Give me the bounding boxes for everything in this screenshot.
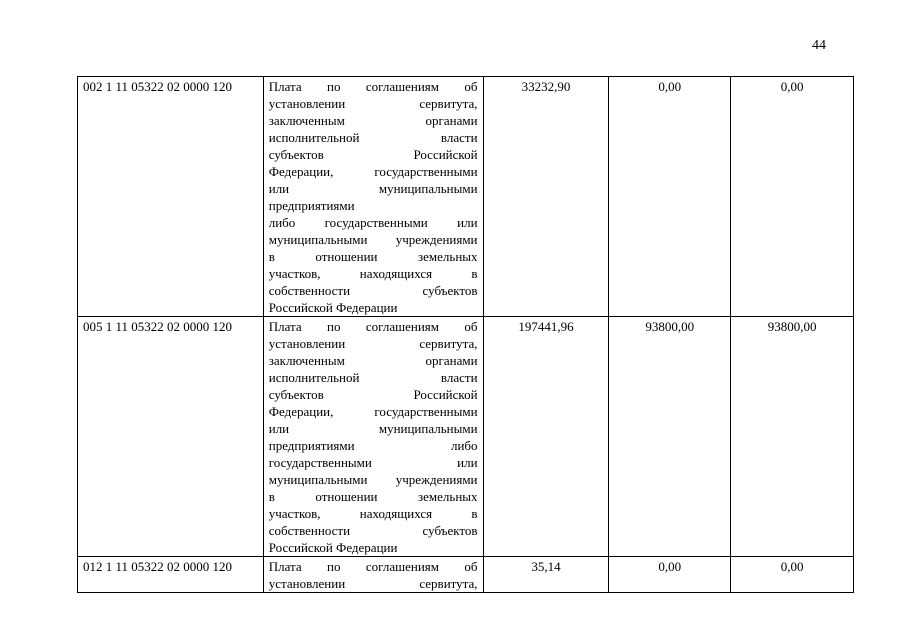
description-line: установлении сервитута, (268, 576, 478, 591)
value-3-cell: 93800,00 (731, 317, 854, 557)
description-cell (263, 557, 483, 593)
description-line: в отношении земельных (268, 249, 478, 264)
table-body (78, 77, 854, 593)
value-1-cell: 33232,90 (483, 77, 609, 317)
budget-code-cell: 005 1 11 05322 02 0000 120 (78, 317, 264, 557)
description-line: Плата по соглашениям об (268, 319, 478, 334)
description-line: государственными или (268, 455, 478, 470)
value-2-cell: 0,00 (609, 557, 731, 593)
description-line: заключенным органами (268, 353, 478, 368)
description-line: установлении сервитута, (268, 96, 478, 111)
table-row (78, 557, 854, 593)
description-line: либо государственными или (268, 215, 478, 230)
description-line: Российской Федерации (268, 540, 398, 555)
value-1-cell: 197441,96 (483, 317, 609, 557)
description-line: собственности субъектов (268, 283, 478, 298)
description-cell (263, 77, 483, 317)
table-row (78, 77, 854, 317)
value-1-cell: 35,14 (483, 557, 609, 593)
page-number: 44 (812, 38, 826, 53)
description-line: в отношении земельных (268, 489, 478, 504)
description-line: субъектов Российской (268, 387, 478, 402)
description-line: Российской Федерации (268, 300, 398, 315)
description-line: собственности субъектов (268, 523, 478, 538)
value-2-cell: 93800,00 (609, 317, 731, 557)
description-line: муниципальными учреждениями (268, 472, 478, 487)
value-3-cell: 0,00 (731, 77, 854, 317)
budget-code-cell: 012 1 11 05322 02 0000 120 (78, 557, 264, 593)
table-row (78, 317, 854, 557)
description-line: или муниципальными (268, 421, 478, 436)
description-line: предприятиями либо (268, 438, 478, 453)
budget-table (77, 76, 854, 593)
description-line: заключенным органами (268, 113, 478, 128)
description-line: Федерации, государственными (268, 164, 478, 179)
description-line: Федерации, государственными (268, 404, 478, 419)
description-line: установлении сервитута, (268, 336, 478, 351)
description-line: участков, находящихся в (268, 506, 478, 521)
description-line: исполнительной власти (268, 130, 478, 145)
description-line: муниципальными учреждениями (268, 232, 478, 247)
description-line: исполнительной власти (268, 370, 478, 385)
description-line: участков, находящихся в (268, 266, 478, 281)
description-cell (263, 317, 483, 557)
value-2-cell: 0,00 (609, 77, 731, 317)
description-line: Плата по соглашениям об (268, 559, 478, 574)
description-line: или муниципальными предприятиями (268, 181, 478, 213)
budget-code-cell: 002 1 11 05322 02 0000 120 (78, 77, 264, 317)
description-line: Плата по соглашениям об (268, 79, 478, 94)
value-3-cell: 0,00 (731, 557, 854, 593)
description-line: субъектов Российской (268, 147, 478, 162)
